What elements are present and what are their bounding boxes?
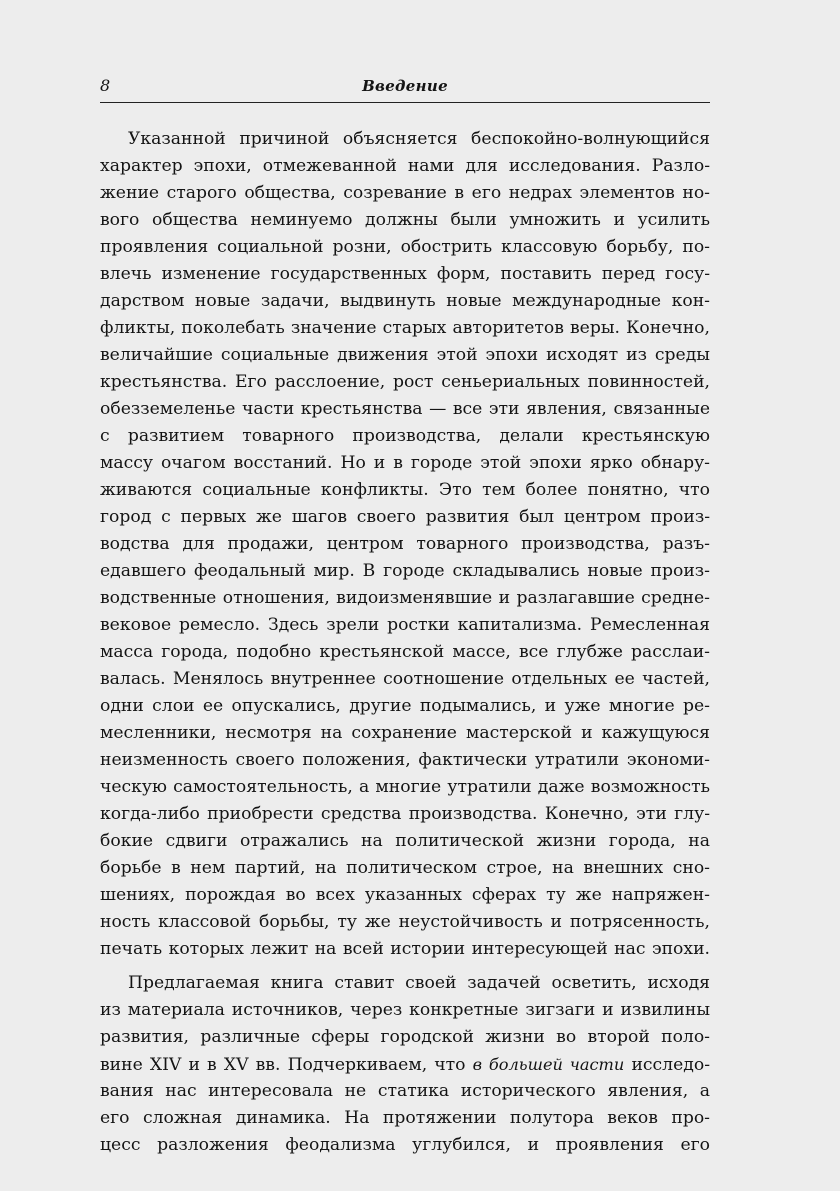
text-line: водственные отношения, видоизменявшие и разлагавшие средне- [100, 588, 710, 608]
text-line: Предлагаемая книга ставит своей задачей осветить, исходя [128, 973, 710, 993]
text-line: когда-либо приобрести средства производства. Конечно, эти глу- [100, 804, 710, 824]
text-line: из материала источников, через конкретные зигзаги и извилины [100, 1000, 710, 1020]
text-line: Указанной причиной объясняется беспокойно-волнующийся [128, 129, 710, 149]
header-rule [100, 102, 710, 103]
body-text [100, 126, 710, 1159]
text-line: величайшие социальные движения этой эпохи исходят из среды [100, 345, 710, 365]
text-line: вания нас интересовала не статика исторического явления, а [100, 1081, 710, 1101]
text-line: неизменность своего положения, фактически утратили экономи- [100, 750, 710, 770]
emphasized-text: в большей части [472, 1055, 625, 1074]
text-line: вого общества неминуемо должны были умножить и усилить [100, 210, 710, 230]
running-head [100, 76, 710, 98]
text-line: живаются социальные конфликты. Это тем более понятно, что [100, 480, 710, 500]
text-line: его сложная динамика. На протяжении полутора веков про- [100, 1108, 710, 1128]
text-line: крестьянства. Его расслоение, рост сеньериальных повинностей, [100, 372, 710, 392]
text-segment: исследо- [624, 1055, 710, 1075]
text-line: бокие сдвиги отражались на политической жизни города, на [100, 831, 710, 851]
text-line: печать которых лежит на всей истории интересующей нас эпохи. [100, 939, 710, 959]
text-line: развития, различные сферы городской жизни во второй поло- [100, 1027, 710, 1047]
text-line: валась. Менялось внутреннее соотношение отдельных ее частей, [100, 669, 710, 689]
text-line: ность классовой борьбы, ту же неустойчивость и потрясенность, [100, 912, 710, 932]
text-line: массу очагом восстаний. Но и в городе этой эпохи ярко обнару- [100, 453, 710, 473]
text-line: обезземеленье части крестьянства — все эти явления, связанные [100, 399, 710, 419]
text-line: водства для продажи, центром товарного производства, разъ- [100, 534, 710, 554]
text-line: влечь изменение государственных форм, поставить перед госу- [100, 264, 710, 284]
text-line: борьбе в нем партий, на политическом строе, на внешних сно- [100, 858, 710, 878]
section-title: Введение [362, 77, 448, 95]
page-number: 8 [100, 76, 111, 95]
text-line: вековое ремесло. Здесь зрели ростки капитализма. Ремесленная [100, 615, 710, 635]
text-line: одни слои ее опускались, другие подымались, и уже многие ре- [100, 696, 710, 716]
text-line: ческую самостоятельность, а многие утратили даже возможность [100, 777, 710, 797]
text-line: с развитием товарного производства, делали крестьянскую [100, 426, 710, 446]
text-line: проявления социальной розни, обострить классовую борьбу, по- [100, 237, 710, 257]
text-line: жение старого общества, созревание в его недрах элементов но- [100, 183, 710, 203]
text-line: цесс разложения феодализма углубился, и проявления его [100, 1135, 710, 1155]
text-segment: вине XIV и в XV вв. Подчеркиваем, что [100, 1055, 473, 1075]
text-line: фликты, поколебать значение старых авторитетов веры. Конечно, [100, 318, 710, 338]
text-line: месленники, несмотря на сохранение мастерской и кажущуюся [100, 723, 710, 743]
text-line: едавшего феодальный мир. В городе складывались новые произ- [100, 561, 710, 581]
paragraph-gap [100, 963, 710, 970]
text-line: характер эпохи, отмежеванной нами для исследования. Разло- [100, 156, 710, 176]
text-line: дарством новые задачи, выдвинуть новые международные кон- [100, 291, 710, 311]
text-line-with-emphasis [100, 1051, 710, 1078]
text-line: шениях, порождая во всех указанных сферах ту же напряжен- [100, 885, 710, 905]
text-line: масса города, подобно крестьянской массе, все глубже расслаи- [100, 642, 710, 662]
text-line: город с первых же шагов своего развития был центром произ- [100, 507, 710, 527]
